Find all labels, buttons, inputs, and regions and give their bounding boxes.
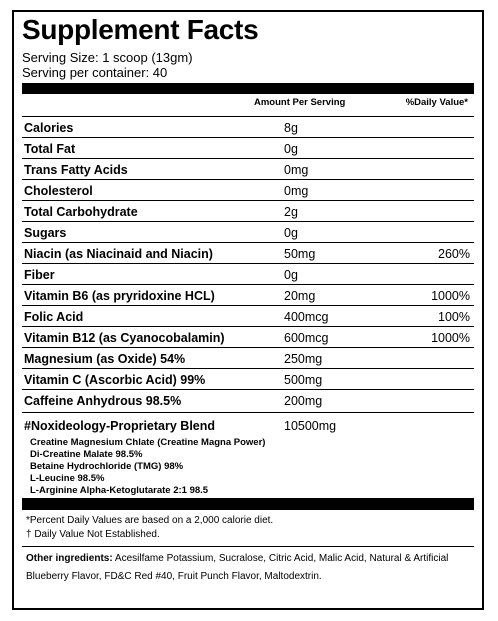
nutrient-name: Cholesterol — [24, 184, 93, 198]
nutrient-amount: 0mg — [284, 184, 309, 198]
daily-value-header: %Daily Value* — [405, 97, 468, 108]
nutrient-daily-value: 100% — [438, 310, 470, 324]
thick-divider-top — [22, 83, 474, 94]
other-ingredients-text: Acesilfame Potassium, Sucralose, Citric Acid, Malic Acid, Natural & Artificial Blueberry Flavor, FD&C Red #40, Fruit Punch Flavor, Maltodextrin. — [26, 553, 449, 582]
other-ingredients — [26, 550, 456, 586]
nutrient-name: Vitamin B6 (as pryridoxine HCL) — [24, 289, 215, 303]
nutrient-daily-value: 1000% — [431, 289, 470, 303]
nutrient-amount: 500mg — [284, 373, 323, 387]
blend-amount: 10500mg — [284, 419, 337, 433]
nutrient-name: Trans Fatty Acids — [24, 163, 128, 177]
blend-ingredient: L-Arginine Alpha-Ketoglutarate 2:1 98.5 — [30, 485, 209, 496]
nutrient-row — [22, 179, 474, 201]
nutrient-row — [22, 368, 474, 390]
nutrient-row — [22, 116, 474, 138]
nutrient-amount: 600mcg — [284, 331, 329, 345]
nutrient-daily-value: 1000% — [431, 331, 470, 345]
nutrient-name: Total Carbohydrate — [24, 205, 138, 219]
other-ingredients-label: Other ingredients: — [26, 553, 113, 564]
nutrient-row — [22, 221, 474, 243]
nutrient-row — [22, 305, 474, 327]
blend-ingredient: Di-Creatine Malate 98.5% — [30, 449, 143, 460]
nutrient-daily-value: 260% — [438, 247, 470, 261]
nutrient-row — [22, 158, 474, 180]
nutrient-row — [22, 347, 474, 369]
nutrient-row — [22, 263, 474, 285]
nutrient-row — [22, 242, 474, 264]
servings-per-container: Serving per container: 40 — [22, 65, 168, 80]
nutrient-name: Caffeine Anhydrous 98.5% — [24, 394, 182, 408]
nutrient-amount: 50mg — [284, 247, 316, 261]
nutrient-name: Magnesium (as Oxide) 54% — [24, 352, 186, 366]
nutrient-amount: 0mg — [284, 163, 309, 177]
nutrient-amount: 20mg — [284, 289, 316, 303]
nutrient-amount: 0g — [284, 142, 298, 156]
nutrient-name: Niacin (as Niacinaid and Niacin) — [24, 247, 213, 261]
nutrient-name: Calories — [24, 121, 74, 135]
nutrient-amount: 2g — [284, 205, 298, 219]
nutrient-name: Sugars — [24, 226, 67, 240]
nutrient-row — [22, 389, 474, 411]
thick-divider-bottom — [22, 498, 474, 510]
nutrient-amount: 0g — [284, 226, 298, 240]
nutrient-amount: 8g — [284, 121, 298, 135]
amount-header: Amount Per Serving — [254, 97, 346, 108]
nutrient-amount: 200mg — [284, 394, 323, 408]
nutrient-amount: 400mcg — [284, 310, 329, 324]
proprietary-blend — [22, 412, 474, 498]
blend-ingredient: Betaine Hydrochloride (TMG) 98% — [30, 461, 184, 472]
footnote-not-established: † Daily Value Not Established. — [26, 529, 160, 540]
thin-divider — [22, 546, 474, 547]
nutrient-name: Fiber — [24, 268, 55, 282]
nutrient-row — [22, 200, 474, 222]
blend-ingredient: L-Leucine 98.5% — [30, 473, 105, 484]
supplement-facts-panel — [12, 10, 484, 610]
nutrient-name: Vitamin B12 (as Cyanocobalamin) — [24, 331, 225, 345]
nutrient-row — [22, 326, 474, 348]
nutrient-amount: 0g — [284, 268, 298, 282]
blend-name: #Noxideology-Proprietary Blend — [24, 419, 216, 433]
serving-size: Serving Size: 1 scoop (13gm) — [22, 50, 193, 65]
nutrient-name: Vitamin C (Ascorbic Acid) 99% — [24, 373, 206, 387]
nutrient-amount: 250mg — [284, 352, 323, 366]
nutrient-row — [22, 284, 474, 306]
nutrient-name: Folic Acid — [24, 310, 84, 324]
panel-title: Supplement Facts — [22, 14, 259, 45]
footnote-dv: *Percent Daily Values are based on a 2,000 calorie diet. — [26, 515, 274, 526]
blend-ingredient: Creatine Magnesium Chlate (Creatine Magna Power) — [30, 437, 266, 448]
nutrient-row — [22, 137, 474, 159]
nutrient-name: Total Fat — [24, 142, 76, 156]
